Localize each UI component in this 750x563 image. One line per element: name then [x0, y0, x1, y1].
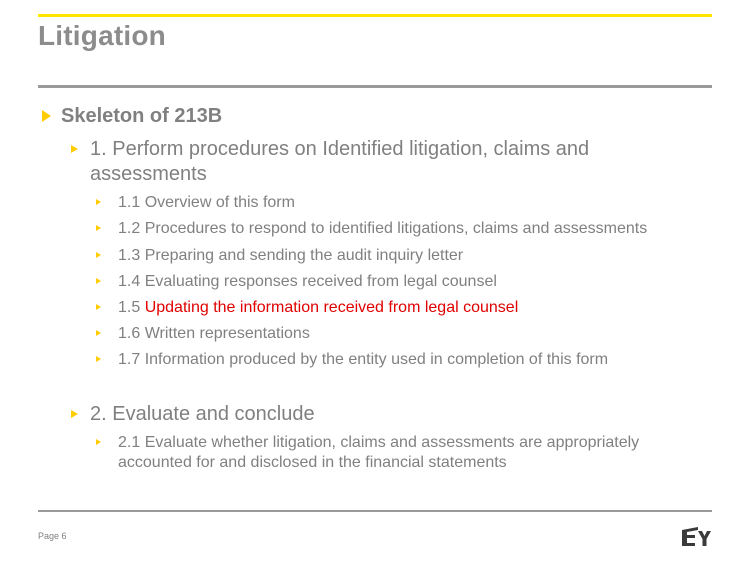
bullet-arrow-icon	[96, 330, 101, 336]
list-item: 1.2 Procedures to respond to identified litigations, claims and assessments	[118, 220, 648, 237]
bullet-arrow-icon	[96, 199, 101, 205]
bullet-arrow-icon	[96, 304, 101, 310]
bullet-arrow-icon	[71, 410, 78, 418]
list-item: 2.1 Evaluate whether litigation, claims and assessments are appropriately accounted for and disclosed in the financial statements	[118, 434, 640, 471]
bullet-arrow-icon	[96, 252, 101, 258]
bullet-arrow-icon	[42, 110, 51, 122]
ey-logo	[682, 527, 712, 547]
bullet-arrow-icon	[96, 225, 101, 231]
list-item: 1.4 Evaluating responses received from legal counsel	[118, 273, 497, 290]
page-number: Page 6	[38, 531, 67, 541]
section-heading: Skeleton of 213B	[61, 105, 223, 127]
bullet-arrow-icon	[96, 356, 101, 362]
section-2-label: 2. Evaluate and conclude	[90, 403, 315, 425]
slide-title: Litigation	[38, 20, 166, 51]
bullet-arrow-icon	[96, 278, 101, 284]
list-item-highlighted: 1.5 Updating the information received from legal counsel	[118, 299, 519, 316]
bullet-arrow-icon	[71, 145, 78, 153]
list-item: 1.7 Information produced by the entity used in completion of this form	[118, 351, 609, 368]
list-item: 1.1 Overview of this form	[118, 194, 295, 211]
footer-divider	[38, 510, 712, 512]
list-item: 1.3 Preparing and sending the audit inquiry letter	[118, 247, 464, 264]
list-item: 1.6 Written representations	[118, 325, 310, 342]
bullet-arrow-icon	[96, 439, 101, 445]
title-divider	[38, 85, 712, 88]
section-1-label: 1. Perform procedures on Identified litigation, claims and assessments	[90, 138, 590, 185]
top-accent-rule	[38, 14, 712, 17]
